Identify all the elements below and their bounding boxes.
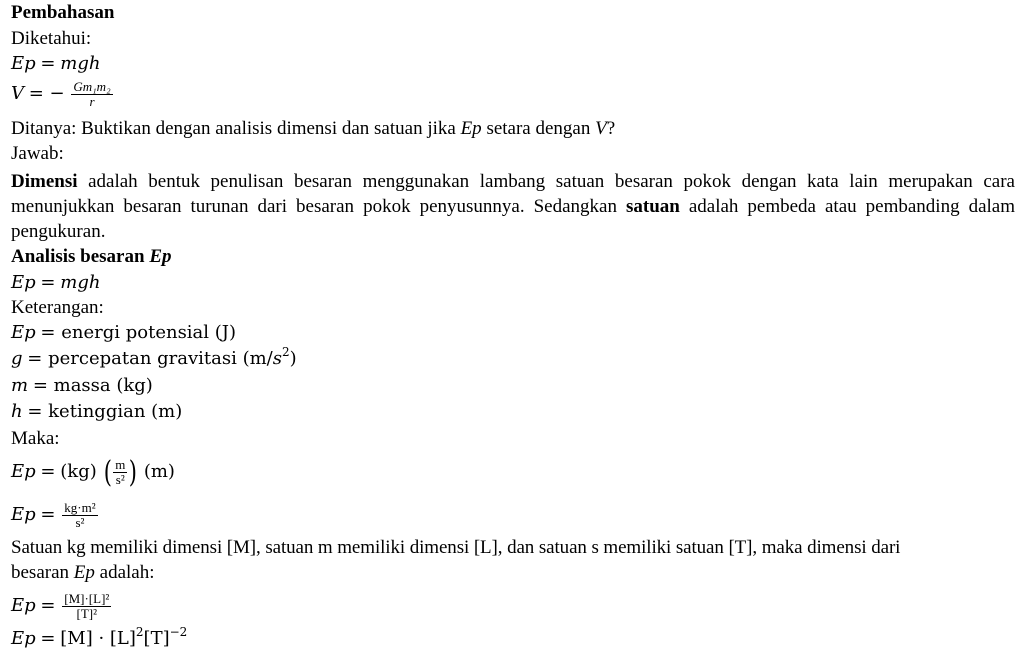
dim-eq2-exp2: −2 bbox=[169, 625, 188, 639]
dim-eq2-lhs: Ep bbox=[11, 628, 36, 649]
eq-v-fraction bbox=[71, 80, 112, 109]
eq-ep2-equals: = bbox=[40, 272, 56, 293]
dim-eq2-rhs: [M] · [L] bbox=[60, 628, 136, 649]
note-item-h bbox=[11, 401, 1015, 423]
definition-text-1: adalah bentuk penulisan besaran menggunakan lambang satuan besaran pokok dengan kata lain merupakan cara menunjukkan besaran turunan dari besaran pokok penyusunnya. Sedangkan bbox=[11, 171, 1015, 217]
units-eq2-numerator: kg·m² bbox=[64, 500, 96, 516]
dim-eq1-denominator: [T]² bbox=[76, 606, 98, 622]
note-item-ep bbox=[11, 322, 1015, 344]
note-unit-s: s bbox=[272, 348, 283, 369]
equation-ep bbox=[11, 53, 1015, 75]
eq-ep2-rhs: mgh bbox=[60, 272, 101, 293]
units-eq1-numerator: m bbox=[115, 457, 126, 473]
section-title-text: Analisis besaran bbox=[11, 246, 150, 267]
definition-term-dimensi: Dimensi bbox=[11, 171, 78, 192]
right-paren: ) bbox=[129, 454, 138, 490]
question-prefix: Ditanya: Buktikan dengan analisis dimensi dan satuan jika bbox=[11, 118, 461, 139]
equation-v bbox=[11, 80, 1015, 109]
note-item-g bbox=[11, 345, 1015, 370]
note-description: = massa (kg) bbox=[32, 375, 153, 396]
question-ep: Ep bbox=[460, 118, 482, 139]
dim-eq1-equals: = bbox=[40, 595, 56, 616]
dimension-text-var: Ep bbox=[73, 562, 95, 583]
eq-ep-rhs: mgh bbox=[60, 53, 101, 74]
dim-eq2-exp1: 2 bbox=[135, 625, 144, 639]
dimension-text-suffix: adalah: bbox=[94, 562, 155, 583]
units-eq1-lhs: Ep bbox=[11, 461, 36, 482]
units-eq1-equals: = bbox=[40, 461, 56, 482]
definition-text-2: adalah pembeda atau pembanding dalam pengukuran. bbox=[11, 196, 1016, 242]
dimension-text-line-2 bbox=[11, 562, 1015, 584]
section-title bbox=[11, 246, 1015, 268]
note-symbol: Ep bbox=[11, 322, 36, 343]
note-symbol: h bbox=[11, 401, 23, 422]
heading-text: Pembahasan bbox=[11, 2, 115, 23]
eq-ep-equals: = bbox=[40, 53, 56, 74]
units-eq1-denominator: s² bbox=[115, 472, 125, 488]
definition-paragraph bbox=[11, 169, 1015, 244]
eq-v-lhs: V bbox=[11, 82, 24, 104]
note-close: ) bbox=[289, 348, 297, 369]
eq-ep-lhs: Ep bbox=[11, 53, 36, 74]
dimension-equation-2 bbox=[11, 625, 1015, 650]
known-label: Diketahui: bbox=[11, 28, 92, 49]
units-equation-1 bbox=[11, 456, 1015, 488]
eq-v-denominator: r bbox=[89, 94, 95, 109]
notes-label: Keterangan: bbox=[11, 297, 104, 318]
left-paren: ( bbox=[103, 454, 112, 490]
dimension-equation-1 bbox=[11, 588, 1015, 624]
question-v: V bbox=[595, 118, 607, 139]
question-line bbox=[11, 118, 1015, 140]
then-label: Maka: bbox=[11, 428, 60, 449]
note-description: = energi potensial (J) bbox=[40, 322, 237, 343]
note-exponent: 2 bbox=[282, 345, 290, 359]
dimension-text-prefix: besaran bbox=[11, 562, 74, 583]
dim-eq1-fraction bbox=[62, 592, 111, 621]
dimension-text-line-1: Satuan kg memiliki dimensi [M], satuan m memiliki dimensi [L], dan satuan s memiliki satuan [T], maka dimensi dari bbox=[11, 537, 901, 558]
section-title-var: Ep bbox=[149, 246, 172, 267]
heading bbox=[11, 2, 1015, 24]
answer-label: Jawab: bbox=[11, 143, 64, 164]
equation-ep-2 bbox=[11, 272, 1015, 294]
units-eq1-m: (m) bbox=[143, 461, 175, 482]
eq-ep2-lhs: Ep bbox=[11, 272, 36, 293]
units-eq1-fraction bbox=[113, 458, 127, 487]
note-description: = ketinggian (m) bbox=[27, 401, 183, 422]
units-eq2-fraction bbox=[62, 501, 97, 530]
units-equation-2 bbox=[11, 498, 1015, 532]
definition-term-satuan: satuan bbox=[625, 196, 680, 217]
note-description: = percepatan gravitasi (m/ bbox=[27, 348, 273, 369]
units-eq1-kg: (kg) bbox=[60, 461, 97, 482]
note-item-m bbox=[11, 375, 1015, 397]
units-eq2-lhs: Ep bbox=[11, 504, 36, 525]
eq-v-numerator: Gm₁m₂ bbox=[73, 79, 111, 94]
note-symbol: g bbox=[11, 348, 23, 369]
dim-eq2-rhs2: [T] bbox=[143, 628, 170, 649]
dim-eq2-equals: = bbox=[40, 628, 56, 649]
eq-v-equals: = − bbox=[28, 82, 65, 104]
dim-eq1-numerator: [M]·[L]² bbox=[64, 591, 110, 607]
question-mid: setara dengan bbox=[481, 118, 596, 139]
question-end: ? bbox=[606, 118, 616, 139]
note-symbol: m bbox=[11, 375, 29, 396]
units-eq2-denominator: s² bbox=[75, 515, 85, 531]
dim-eq1-lhs: Ep bbox=[11, 595, 36, 616]
units-eq2-equals: = bbox=[40, 504, 56, 525]
